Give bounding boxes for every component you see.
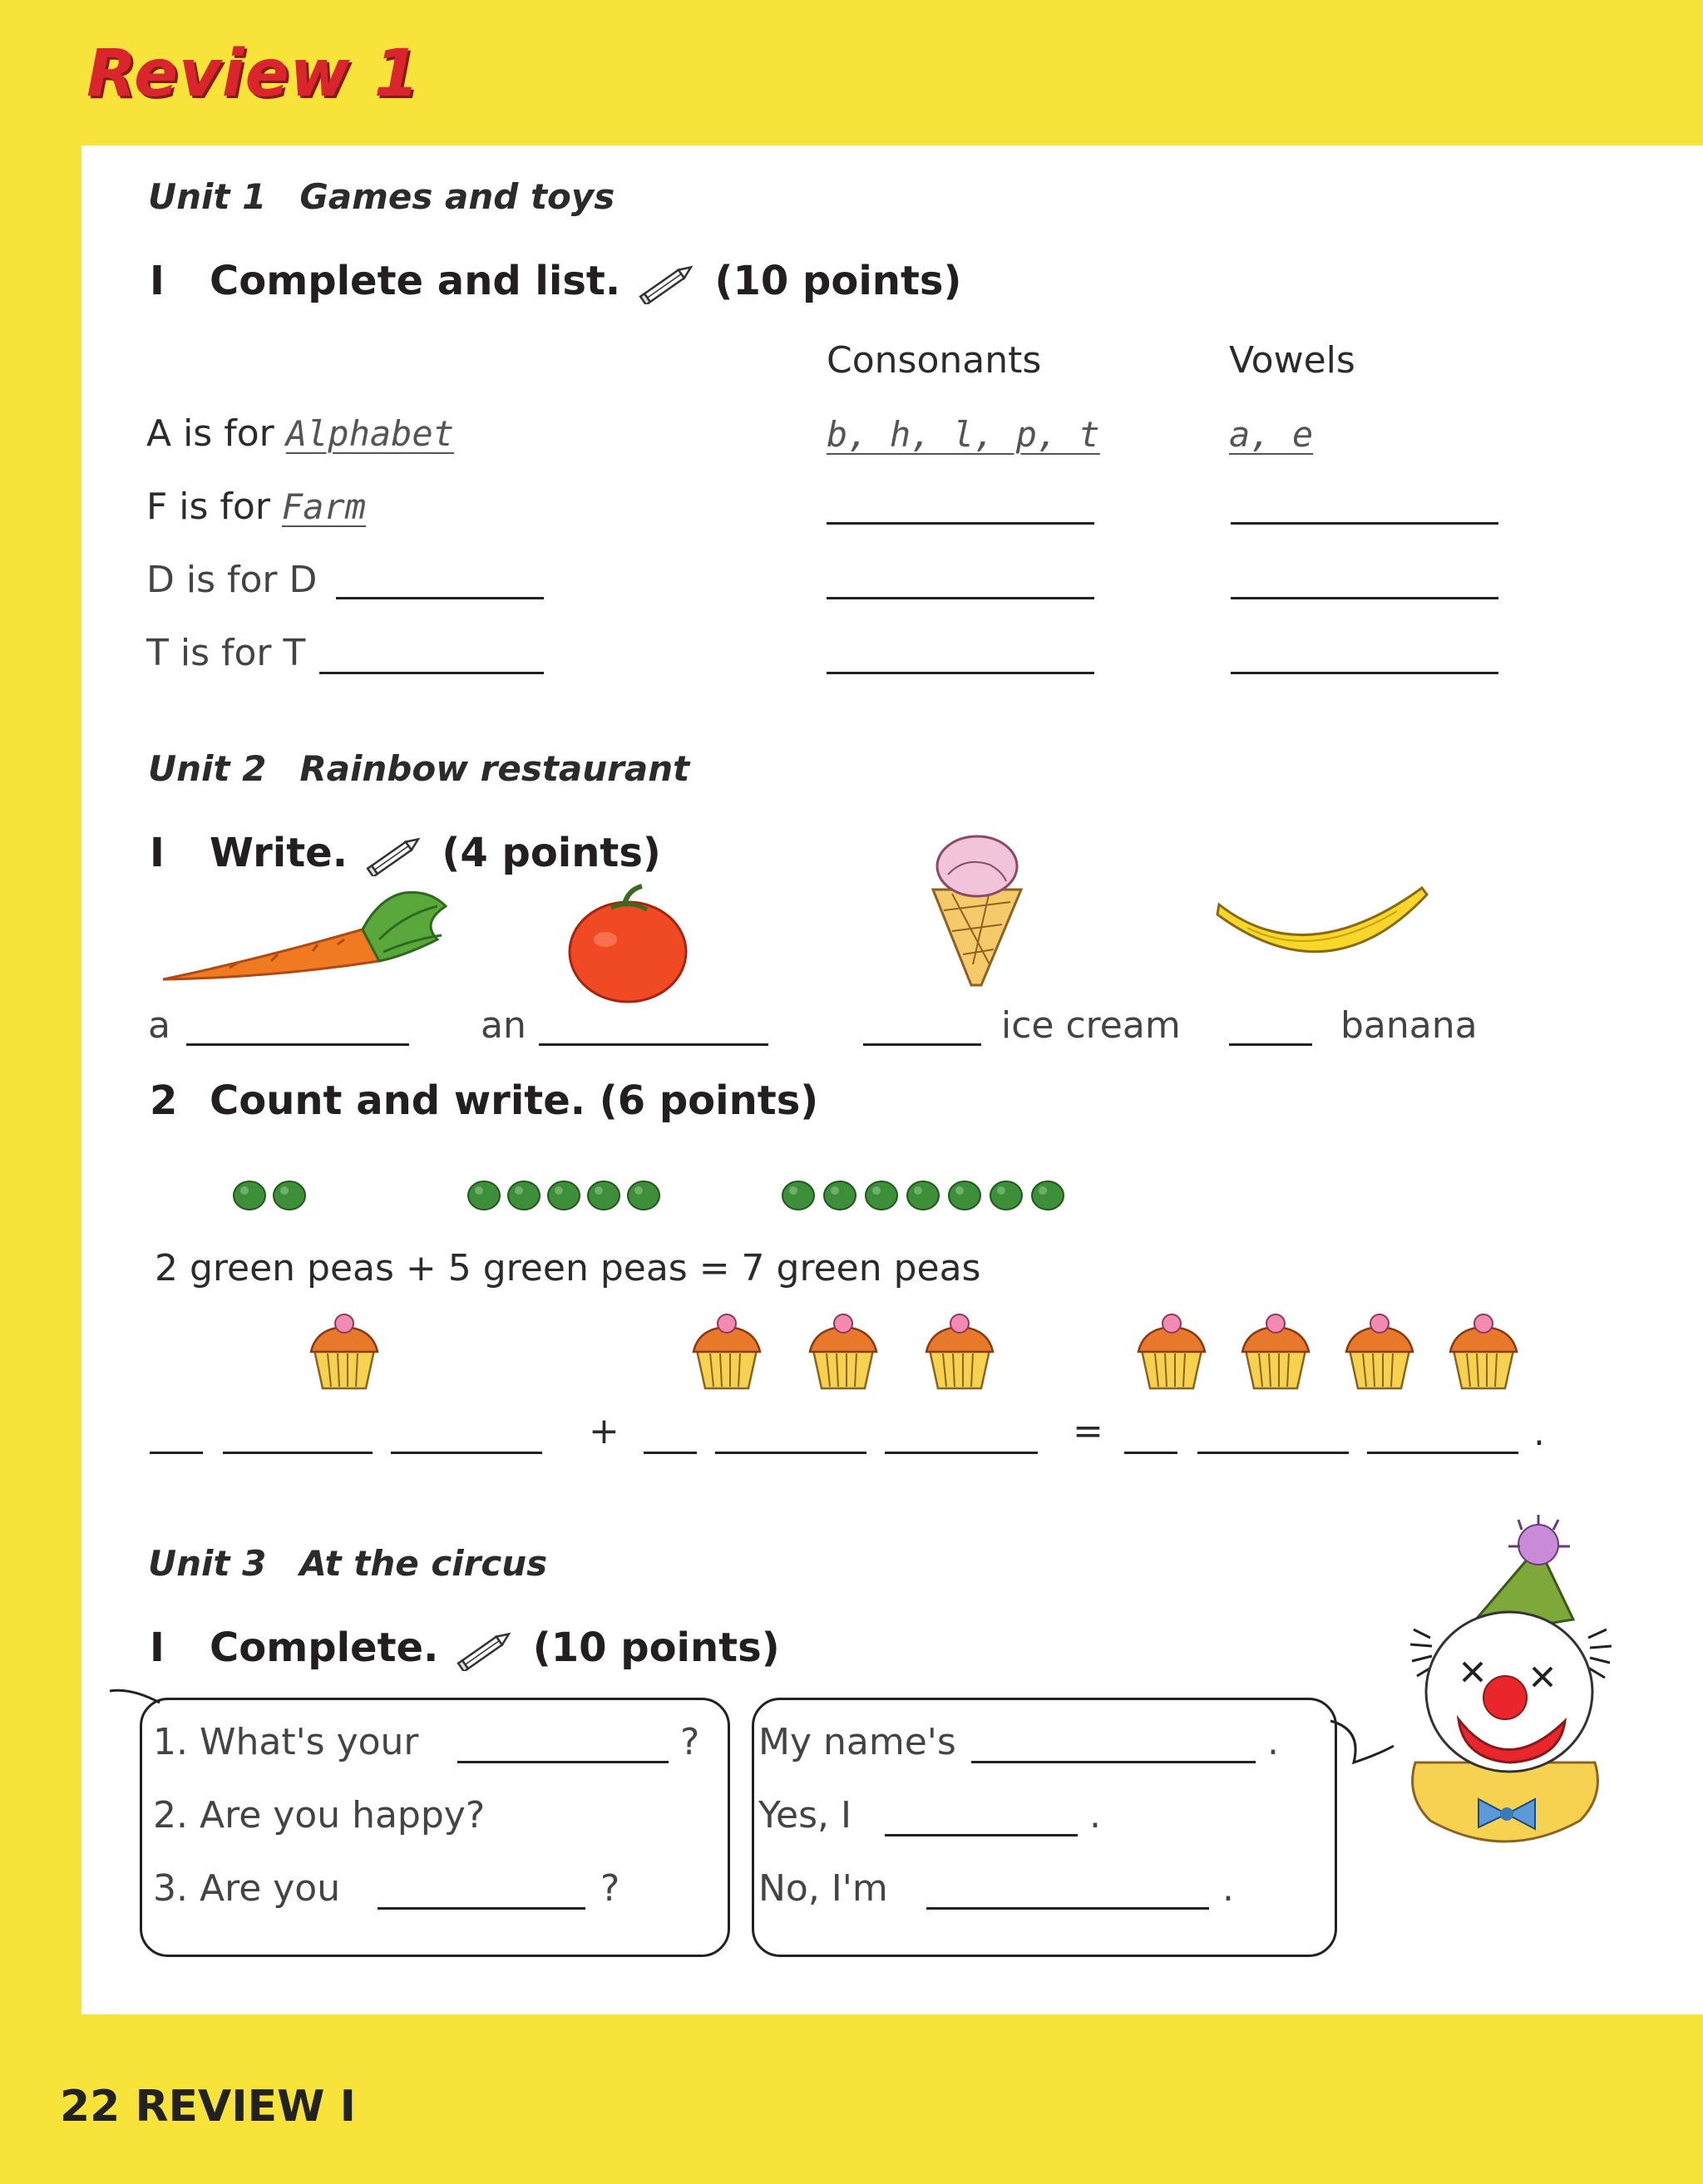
answer-1: My name's [758,1721,956,1763]
number-blank[interactable] [644,1452,697,1454]
word-blank[interactable] [336,597,544,599]
write-item-an: an [481,1004,526,1047]
pencil-icon [634,263,701,304]
write-blank-tomato[interactable] [539,1043,768,1046]
tomato-illustration [565,881,690,1006]
vowels-answer: a, e [1229,414,1314,455]
page-title: Review 1 [86,37,421,111]
row-prefix: D is for D [146,559,318,601]
cupcake [694,1314,760,1388]
exercise-number: 2 [150,1077,178,1124]
cupcake [926,1314,993,1388]
pea [588,1181,619,1210]
unit3-heading [148,1543,547,1584]
period: . [1533,1412,1545,1454]
pencil-icon [362,835,428,876]
exercise-instruction: Complete. [210,1624,439,1671]
pea [468,1181,500,1210]
pea [274,1181,305,1210]
answer-1-blank[interactable] [971,1761,1256,1763]
unit2-number: Unit 2 [148,748,267,789]
question-2: 2. Are you happy? [153,1794,486,1836]
cupcake [1346,1314,1413,1388]
bubble-tail [106,1686,165,1719]
pea [949,1181,980,1210]
question-1-mark: ? [680,1721,700,1763]
equals-sign: = [1073,1410,1103,1452]
number-blank[interactable] [1124,1452,1177,1454]
question-3-mark: ? [600,1867,620,1910]
carrot-illustration [155,881,471,989]
write-blank-carrot[interactable] [186,1043,409,1046]
cupcake [1138,1314,1205,1388]
word-blank[interactable] [319,672,544,674]
unit2-ex2-heading [150,1077,818,1124]
answer-2-mark: . [1089,1794,1101,1836]
word-blank[interactable] [391,1452,542,1454]
word-blank[interactable] [1197,1452,1349,1454]
word-blank[interactable] [223,1452,373,1454]
exercise-points: (10 points) [714,258,962,304]
exercise-points: (6 points) [599,1077,819,1124]
number-blank[interactable] [150,1452,203,1454]
unit2-ex1-heading [150,830,661,876]
word-blank[interactable] [885,1452,1038,1454]
pea [234,1181,265,1210]
cupcake [1242,1314,1309,1388]
plus-sign: + [589,1410,619,1452]
col-consonants-header: Consonants [827,339,1042,382]
pea [907,1181,939,1210]
row-alphabet [146,412,454,455]
vowels-blank[interactable] [1231,522,1498,525]
col-vowels-header: Vowels [1229,339,1355,382]
unit1-exercise-heading [150,258,961,304]
consonants-answer: b, h, l, p, t [827,414,1100,455]
unit1-title: Games and toys [299,176,615,217]
consonants-blank[interactable] [827,672,1094,674]
exercise-instruction: Write. [210,830,348,876]
question-3-blank[interactable] [378,1907,585,1910]
cupcakes-row [308,1314,1555,1397]
unit2-title: Rainbow restaurant [299,748,690,789]
pea [782,1181,814,1210]
write-item-banana: banana [1340,1004,1478,1047]
row-prefix: T is for T [146,632,306,674]
unit2-heading [148,748,689,789]
exercise-number: I [150,830,165,876]
vowels-blank[interactable] [1231,672,1498,674]
ice-cream-illustration [923,831,1031,989]
write-item-ice-cream: ice cream [1001,1004,1181,1047]
example-equation: 2 green peas + 5 green peas = 7 green peas [155,1247,981,1289]
unit3-title: At the circus [299,1543,548,1584]
peas-row [225,1166,1172,1215]
write-blank-banana[interactable] [1229,1043,1312,1046]
pea [1032,1181,1064,1210]
pea [548,1181,580,1210]
unit1-number: Unit 1 [148,176,267,217]
answer-3-mark: . [1222,1867,1234,1910]
vowels-blank[interactable] [1231,597,1498,599]
exercise-points: (10 points) [532,1624,780,1671]
answer-3: No, I'm [758,1867,888,1910]
pea [628,1181,659,1210]
row-word: Alphabet [285,413,455,454]
question-1-blank[interactable] [457,1761,669,1763]
cupcake [810,1314,876,1388]
answer-2: Yes, I [758,1794,852,1836]
pencil-icon [452,1629,519,1671]
page-footer: 22 REVIEW I [60,2082,356,2132]
pea [866,1181,897,1210]
row-word: Farm [281,486,367,527]
unit1-heading [148,176,615,217]
word-blank[interactable] [715,1452,866,1454]
row-d [146,559,317,601]
question-1: 1. What's your [153,1721,419,1763]
cupcake [1450,1314,1517,1388]
row-prefix: F is for [146,486,282,528]
exercise-instruction: Count and write. [210,1077,586,1124]
pea [824,1181,856,1210]
cupcake [311,1314,378,1388]
exercise-number: I [150,258,165,304]
row-prefix: A is for [146,412,286,455]
banana-illustration [1214,881,1430,981]
pea [508,1181,540,1210]
consonants-blank[interactable] [827,522,1094,525]
exercise-instruction: Complete and list. [210,258,621,304]
row-t [146,632,305,674]
write-item-a: a [148,1004,170,1047]
row-farm [146,486,366,528]
consonants-blank[interactable] [827,597,1094,599]
unit3-exercise-heading [150,1624,780,1671]
answer-3-blank[interactable] [926,1907,1209,1910]
exercise-points: (4 points) [442,830,661,876]
answer-2-blank[interactable] [885,1834,1078,1836]
answer-1-mark: . [1267,1721,1279,1763]
clown-illustration [1380,1513,1630,1896]
pea [990,1181,1022,1210]
write-blank-ice-cream[interactable] [863,1043,981,1046]
word-blank[interactable] [1367,1452,1518,1454]
exercise-number: I [150,1624,165,1671]
unit3-number: Unit 3 [148,1543,267,1584]
question-3: 3. Are you [153,1867,341,1910]
